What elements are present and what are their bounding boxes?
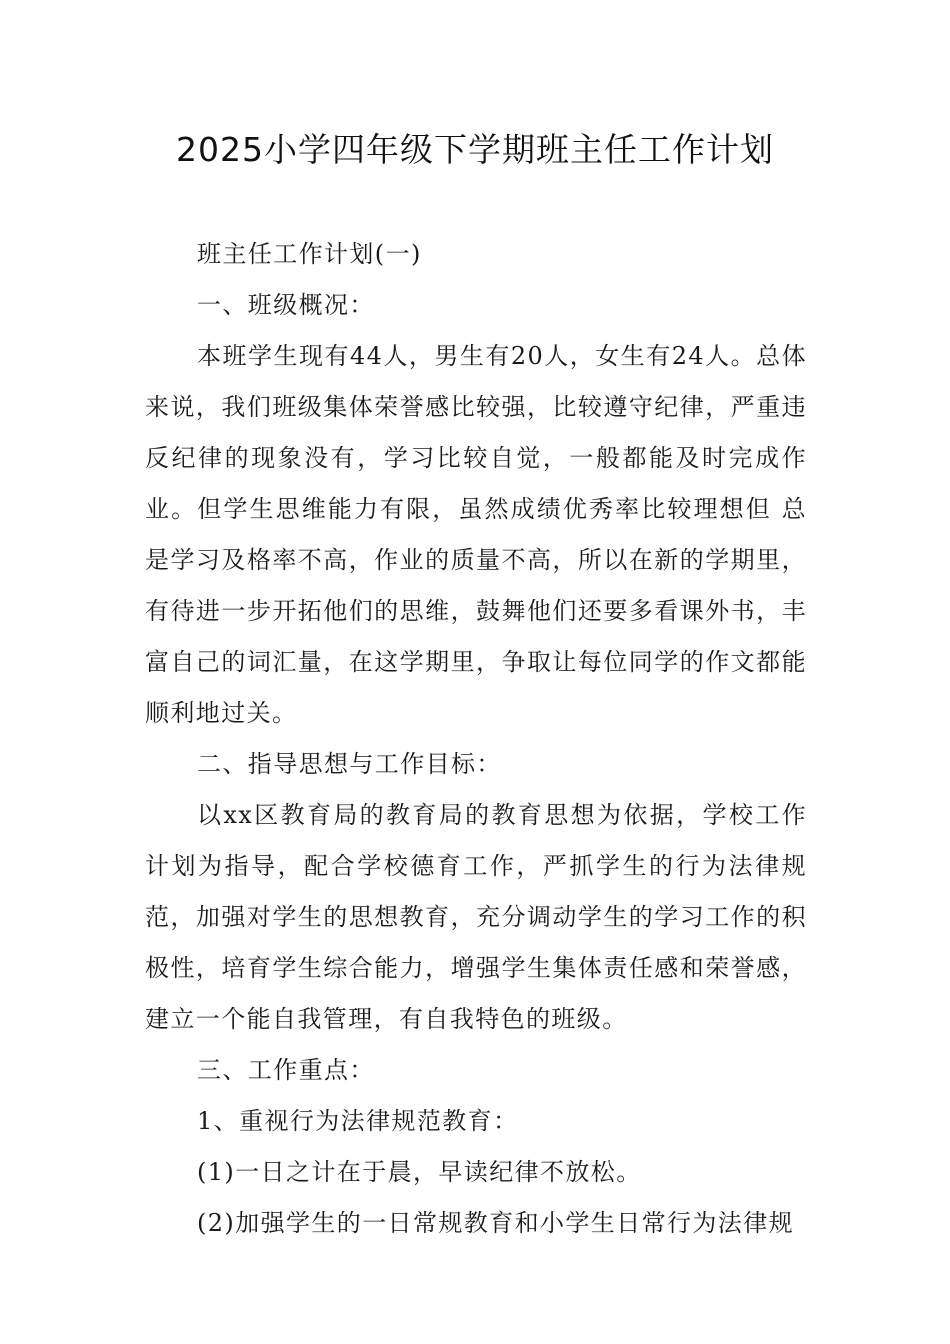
paragraph-guiding-ideas: 以xx区教育局的教育局的教育思想为依据，学校工作计划为指导，配合学校德育工作，严抓学生的行为法律规范，加强对学生的思想教育，充分调动学生的学习工作的积极性，培育学生综合能力，增强学生集体责任感和荣誉感，建立一个能自我管理，有自我特色的班级。	[145, 801, 807, 1033]
paragraph-class-overview: 本班学生现有44人，男生有20人，女生有24人。总体来说，我们班级集体荣誉感比较强，比较遵守纪律，严重违反纪律的现象没有，学习比较自觉，一般都能及时完成作业。但学生思维能力有限，虽然成绩优秀率比较理想但 总是学习及格率不高，作业的质量不高，所以在新的学期里，有待进一步开拓他们的思维，鼓舞他们还要多看课外书，丰富自己的词汇量，在这学期里，争取让每位同学的作文都能顺利地过关。	[145, 342, 807, 727]
list-item-morning-reading: (1)一日之计在于晨，早读纪律不放松。	[197, 1158, 642, 1186]
list-item-behavior-education: 1、重视行为法律规范教育：	[197, 1107, 519, 1135]
section-heading-work-focus: 三、工作重点：	[197, 1056, 375, 1084]
section-heading-guiding-ideas: 二、指导思想与工作目标：	[197, 750, 502, 778]
section-heading-plan-one: 班主任工作计划(一)	[197, 240, 422, 268]
document-title: 2025小学四年级下学期班主任工作计划	[176, 130, 774, 169]
document-body	[145, 229, 807, 1249]
list-item-daily-routine: (2)加强学生的一日常规教育和小学生日常行为法律规	[197, 1209, 794, 1237]
section-heading-class-overview: 一、班级概况：	[197, 291, 375, 319]
